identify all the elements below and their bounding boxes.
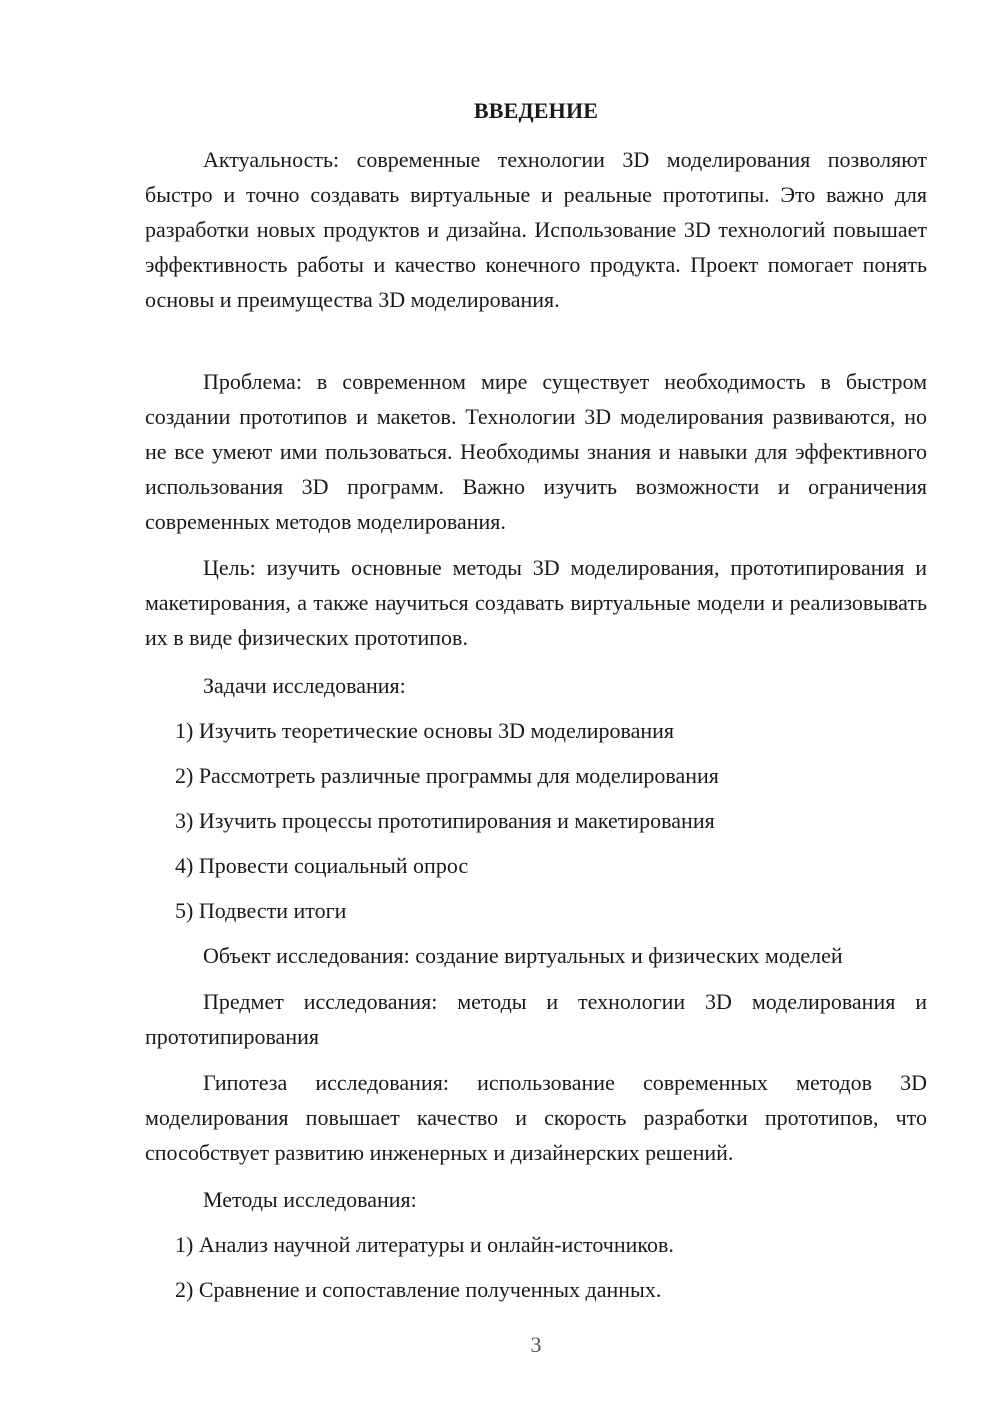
subject-paragraph: Предмет исследования: методы и технологии 3D моделирования и прототипирования xyxy=(145,989,927,1049)
tasks-title: Задачи исследования: xyxy=(203,673,406,698)
hypothesis-paragraph: Гипотеза исследования: использование современных методов 3D моделирования повышает качество и скорость разработки прототипов, что способствует развитию инженерных и дизайнерских решений. xyxy=(145,1070,927,1165)
task-item: 4) Провести социальный опрос xyxy=(175,853,469,878)
section-heading: ВВЕДЕНИЕ xyxy=(473,98,599,123)
task-item: 2) Рассмотреть различные программы для моделирования xyxy=(175,763,719,788)
object-line: Объект исследования: создание виртуальных и физических моделей xyxy=(203,943,843,968)
task-item: 1) Изучить теоретические основы 3D моделирования xyxy=(175,718,674,743)
page-number: 3 xyxy=(530,1332,542,1357)
problem-paragraph: Проблема: в современном мире существует необходимость в быстром создании прототипов и макетов. Технологии 3D моделирования развиваются, но не все умеют ими пользоваться. Необходимы знания и навыки для эффективного использования 3D программ. Важно изучить возможности и ограничения современных методов моделирования. xyxy=(145,369,927,534)
method-item: 1) Анализ научной литературы и онлайн-источников. xyxy=(175,1232,674,1257)
methods-title: Методы исследования: xyxy=(203,1187,417,1212)
task-item: 3) Изучить процессы прототипирования и макетирования xyxy=(175,808,715,833)
method-item: 2) Сравнение и сопоставление полученных данных. xyxy=(175,1277,662,1302)
goal-paragraph: Цель: изучить основные методы 3D моделирования, прототипирования и макетирования, а также научиться создавать виртуальные модели и реализовывать их в виде физических прототипов. xyxy=(145,555,927,650)
task-item: 5) Подвести итоги xyxy=(175,898,347,923)
relevance-paragraph: Актуальность: современные технологии 3D моделирования позволяют быстро и точно создавать виртуальные и реальные прототипы. Это важно для разработки новых продуктов и дизайна. Использование 3D технологий повышает эффективность работы и качество конечного продукта. Проект помогает понять основы и преимущества 3D моделирования. xyxy=(145,147,927,312)
